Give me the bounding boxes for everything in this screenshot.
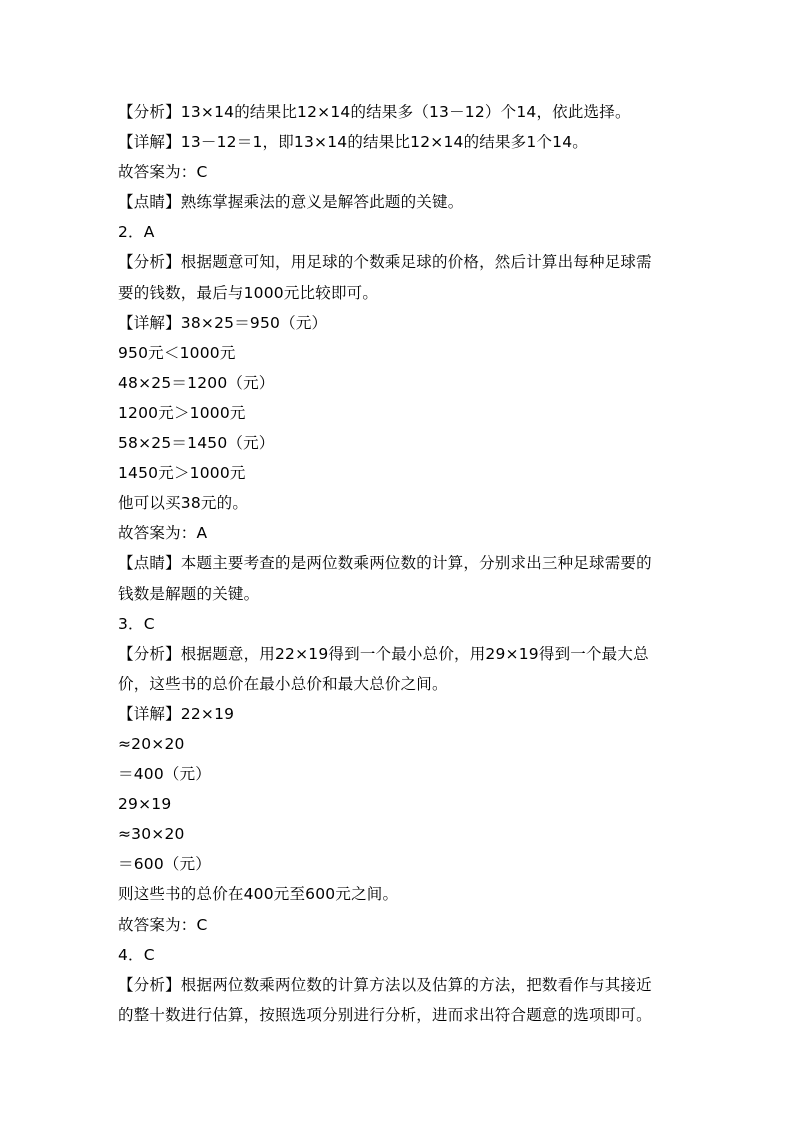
explanation-q2-line7: 他可以买38元的。 (118, 494, 249, 513)
explanation-q2-line5: 58×25＝1450（元） (118, 434, 275, 453)
remark-q2-line1: 【点睛】本题主要考查的是两位数乘两位数的计算，分别求出三种足球需要的 (118, 554, 652, 573)
analysis-q3-line2: 价，这些书的总价在最小总价和最大总价之间。 (118, 674, 448, 693)
analysis-q1: 【分析】13×14的结果比12×14的结果多（13－12）个14，依此选择。 (118, 103, 631, 121)
explanation-q2-line4: 1200元＞1000元 (118, 403, 246, 422)
explanation-q3-line3: ＝400（元） (118, 765, 211, 784)
explanation-q3-line6: ＝600（元） (118, 855, 211, 874)
question-number-4: 4．C (118, 945, 155, 964)
answer-q3: 故答案为：C (118, 915, 208, 934)
question-number-3: 3．C (118, 614, 155, 633)
analysis-q2-line2: 要的钱数，最后与1000元比较即可。 (118, 283, 379, 302)
explanation-q3-line4: 29×19 (118, 795, 172, 814)
explanation-q3-line1: 【详解】22×19 (118, 704, 235, 723)
explanation-q3-line2: ≈20×20 (118, 734, 185, 753)
explanation-q2-line2: 950元＜1000元 (118, 343, 236, 362)
analysis-q4-line1: 【分析】根据两位数乘两位数的计算方法以及估算的方法，把数看作与其接近 (118, 975, 652, 994)
analysis-q2-line1: 【分析】根据题意可知，用足球的个数乘足球的价格，然后计算出每种足球需 (118, 253, 652, 272)
remark-q1: 【点睛】熟练掌握乘法的意义是解答此题的关键。 (118, 193, 464, 212)
analysis-q4-line2: 的整十数进行估算，按照选项分别进行分析，进而求出符合题意的选项即可。 (118, 1005, 652, 1024)
explanation-q3-line5: ≈30×20 (118, 825, 185, 844)
analysis-q3-line1: 【分析】根据题意，用22×19得到一个最小总价，用29×19得到一个最大总 (118, 644, 649, 663)
explanation-q1: 【详解】13－12＝1，即13×14的结果比12×14的结果多1个14。 (118, 133, 588, 152)
explanation-q2-line3: 48×25＝1200（元） (118, 373, 275, 392)
explanation-q2-line6: 1450元＞1000元 (118, 464, 246, 483)
answer-q1: 故答案为：C (118, 163, 208, 182)
explanation-q3-line7: 则这些书的总价在400元至600元之间。 (118, 885, 399, 904)
remark-q2-line2: 钱数是解题的关键。 (118, 584, 260, 603)
answer-q2: 故答案为：A (118, 524, 208, 543)
document-page (118, 97, 718, 1030)
question-number-2: 2．A (118, 223, 155, 242)
explanation-q2-line1: 【详解】38×25＝950（元） (118, 313, 328, 332)
